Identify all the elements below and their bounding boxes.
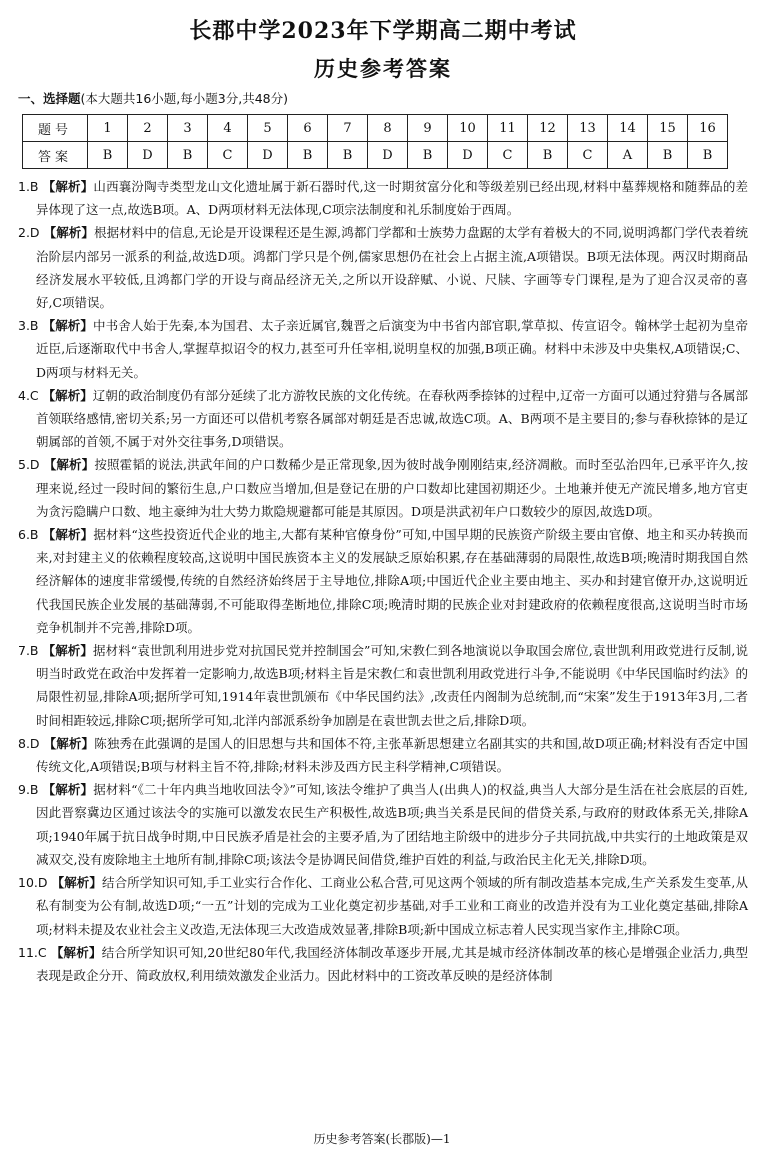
answer-table-row-answers bbox=[23, 142, 728, 169]
answer-cell: D bbox=[368, 142, 408, 169]
item-explanation-text: 据材料“《二十年内典当地收回法令》”可知,该法令维护了典当人(出典人)的权益,典当人大部分是生活在社会底层的百姓,因此晋察冀边区通过该法令的实施可以激发农民生产积极性,故选B项;典当关系是民间的借贷关系,与政府的财政体系无关,排除A项;1940年属于抗日战争时期,中日民族矛盾是社会的主要矛盾,为了团结地主阶级中的进步分子共同抗战,中共实行的土地政策是双减双交,没有废除地主土地所有制,排除C项;该法令是协调民间借贷,维护百姓的利益,与政治民主化无关,排除D项。 bbox=[36, 782, 748, 867]
question-number-cell: 7 bbox=[328, 115, 368, 142]
item-explanation-text: 据材料“袁世凯利用进步党对抗国民党并控制国会”可知,宋教仁到各地演说以争取国会席位,袁世凯利用政党进行反制,说明当时政党在政治中发挥着一定影响力,故选B项;材料主旨是宋教仁和袁世凯利用政党进行斗争,不能说明《中华民国临时约法》的局限性初显,排除A项;据所学可知,1914年袁世凯颁布《中华民国约法》,改责任内阁制为总统制,而“宋案”发生于1913年3月,二者时间相距较远,排除C项;据所学可知,北洋内部派系纷争加剧是在袁世凯去世之后,排除D项。 bbox=[36, 643, 748, 728]
item-explanation-text: 据材料“这些投资近代企业的地主,大都有某种官僚身份”可知,中国早期的民族资产阶级主要由官僚、地主和买办转换而来,对封建主义的依赖程度较高,这说明中国民族资本主义的发展缺乏原始积累,存在基础薄弱的局限性,故选B项;晚清时期我国自然经济解体的速度非常缓慢,传统的自然经济始终居于主导地位,排除A项;中国近代企业主要由地主、买办和封建官僚开办,这说明近代我国民族企业发展的基础薄弱,不可能取得垄断地位,排除C项;晚清时期的民族企业对封建政府的依赖程度很高,这说明当时市场竞争机制并不完善,排除D项。 bbox=[36, 527, 748, 635]
question-number-cell: 3 bbox=[168, 115, 208, 142]
answer-cell: C bbox=[568, 142, 608, 169]
answer-cell: D bbox=[248, 142, 288, 169]
item-explanation-text: 辽朝的政治制度仍有部分延续了北方游牧民族的文化传统。在春秋两季捺钵的过程中,辽帝一方面可以通过狩猎与各属部首领联络感情,密切关系;另一方面还可以借机考察各属部对朝廷是否忠诚,故选C项。A、B两项不是主要目的;参与春秋捺钵的是辽朝属部的首领,不属于对外交往事务,D项错误。 bbox=[36, 387, 748, 450]
question-number-cell: 6 bbox=[288, 115, 328, 142]
explanation-item bbox=[18, 523, 748, 639]
item-number-answer: 11.C bbox=[18, 944, 47, 960]
explanation-item bbox=[18, 778, 748, 871]
item-explanation-text: 陈独秀在此强调的是国人的旧思想与共和国体不符,主张革新思想建立名副其实的共和国,故D项正确;材料没有否定中国传统文化,A项错误;B项与材料主旨不符,排除;材料未涉及西方民主科学精神,C项错误。 bbox=[36, 735, 748, 775]
explanation-item bbox=[18, 175, 748, 221]
answer-cell: B bbox=[688, 142, 728, 169]
analysis-tag: 【解析】 bbox=[42, 179, 94, 194]
answer-table-row-label: 题号 bbox=[23, 115, 88, 142]
item-explanation-text: 根据材料中的信息,无论是开设课程还是生源,鸿都门学都和士族势力盘踞的太学有着极大的不同,说明鸿都门学代表着统治阶层内部另一派系的利益,故选D项。鸿都门学只是个例,儒家思想仍在社会上占据主流,A项错误。B项无法体现。两汉时期商品经济发展水平较低,且鸿都门学的开设与商品经济无关,之所以开设辞赋、小说、尺牍、字画等专门课程,是为了迎合汉灵帝的喜好,C项错误。 bbox=[36, 225, 748, 311]
analysis-tag: 【解析】 bbox=[42, 527, 94, 543]
question-number-cell: 2 bbox=[128, 115, 168, 142]
answer-cell: B bbox=[648, 142, 688, 169]
item-explanation-text: 山西襄汾陶寺类型龙山文化遗址属于新石器时代,这一时期贫富分化和等级差别已经出现,材料中墓葬规格和随葬品的差异体现了这一点,故选B项。A、D两项材料无法体现,C项宗法制度和礼乐制度始于西周。 bbox=[36, 179, 748, 218]
analysis-tag: 【解析】 bbox=[42, 643, 93, 659]
question-number-cell: 4 bbox=[208, 115, 248, 142]
item-number-answer: 3.B bbox=[18, 318, 39, 334]
analysis-tag: 【解析】 bbox=[51, 875, 102, 891]
item-number-answer: 8.D bbox=[18, 735, 40, 751]
item-number-answer: 4.C bbox=[18, 387, 39, 403]
answer-cell: B bbox=[168, 142, 208, 169]
page-subtitle: 历史参考答案 bbox=[314, 56, 452, 81]
section-heading bbox=[18, 90, 748, 108]
question-number-cell: 11 bbox=[488, 115, 528, 142]
explanation-item bbox=[18, 384, 748, 454]
question-number-cell: 5 bbox=[248, 115, 288, 142]
explanation-item bbox=[18, 221, 748, 314]
explanation-list bbox=[18, 175, 748, 987]
item-explanation-text: 中书舍人始于先秦,本为国君、太子亲近属官,魏晋之后演变为中书省内部官职,掌草拟、传宣诏令。翰林学士起初为皇帝近臣,后逐渐取代中书舍人,掌握草拟诏令的权力,甚至可升任宰相,说明皇权的加强,B项正确。材料中未涉及中央集权,A项错误;C、D两项与材料无关。 bbox=[36, 318, 748, 380]
question-number-cell: 8 bbox=[368, 115, 408, 142]
analysis-tag: 【解析】 bbox=[42, 318, 94, 334]
item-number-answer: 2.D bbox=[18, 225, 40, 241]
item-explanation-text: 结合所学知识可知,20世纪80年代,我国经济体制改革逐步开展,尤其是城市经济体制改革的核心是增强企业活力,典型表现是政企分开、简政放权,利用绩效激发企业活力。因此材料中的工资改革反映的是经济体制 bbox=[36, 944, 748, 983]
answer-cell: B bbox=[528, 142, 568, 169]
item-number-answer: 9.B bbox=[18, 782, 39, 798]
explanation-item bbox=[18, 732, 748, 778]
section-note: (本大题共16小题,每小题3分,共48分) bbox=[80, 91, 288, 106]
explanation-item bbox=[18, 871, 748, 941]
answer-cell: C bbox=[208, 142, 248, 169]
page-title: 长郡中学2023年下学期高二期中考试 bbox=[189, 18, 577, 44]
answer-cell: D bbox=[448, 142, 488, 169]
answer-table-row-numbers bbox=[23, 115, 728, 142]
explanation-item bbox=[18, 314, 748, 384]
item-number-answer: 7.B bbox=[18, 643, 39, 659]
item-number-answer: 6.B bbox=[18, 527, 39, 543]
question-number-cell: 15 bbox=[648, 115, 688, 142]
item-explanation-text: 结合所学知识可知,手工业实行合作化、工商业公私合营,可见这两个领域的所有制改造基本完成,生产关系发生变革,从私有制变为公有制,故选D项;“一五”计划的完成为工业化奠定初步基础,对手工业和工商业的改造并没有为工业化奠定基础,排除A项;材料未提及农业社会主义改造,无法体现三大改造成效显著,排除B项;新中国成立标志着人民实现当家作主,排除C项。 bbox=[36, 875, 748, 937]
analysis-tag: 【解析】 bbox=[43, 735, 95, 751]
answer-cell: B bbox=[88, 142, 128, 169]
analysis-tag: 【解析】 bbox=[42, 782, 94, 798]
answer-cell: B bbox=[328, 142, 368, 169]
answer-cell: C bbox=[488, 142, 528, 169]
answer-table bbox=[22, 114, 728, 169]
question-number-cell: 14 bbox=[608, 115, 648, 142]
answer-cell: B bbox=[408, 142, 448, 169]
explanation-item bbox=[18, 639, 748, 732]
analysis-tag: 【解析】 bbox=[43, 225, 94, 241]
explanation-item bbox=[18, 941, 748, 987]
answer-table-row-label: 答案 bbox=[23, 142, 88, 169]
analysis-tag: 【解析】 bbox=[50, 944, 102, 960]
question-number-cell: 10 bbox=[448, 115, 488, 142]
page-footer: 历史参考答案(长郡版)—1 bbox=[313, 1132, 451, 1146]
question-number-cell: 12 bbox=[528, 115, 568, 142]
answer-cell: D bbox=[128, 142, 168, 169]
question-number-cell: 13 bbox=[568, 115, 608, 142]
answer-cell: A bbox=[608, 142, 648, 169]
question-number-cell: 16 bbox=[688, 115, 728, 142]
item-explanation-text: 按照霍韬的说法,洪武年间的户口数稀少是正常现象,因为彼时战争刚刚结束,经济凋敝。而时至弘治四年,已承平许久,按理来说,经过一段时间的繁衍生息,户口数应当增加,但是登记在册的户口数却比建国初期还少。土地兼并使无产流民增多,地方官吏为贪污隐瞒户口数、地主豪绅为壮大势力欺隐规避都可能是其原因。D项是洪武初年户口数较少的原因,故选D项。 bbox=[36, 457, 748, 519]
analysis-tag: 【解析】 bbox=[42, 387, 93, 403]
answer-cell: B bbox=[288, 142, 328, 169]
section-label: 一、选择题 bbox=[18, 91, 81, 106]
explanation-item bbox=[18, 453, 748, 523]
question-number-cell: 9 bbox=[408, 115, 448, 142]
item-number-answer: 1.B bbox=[18, 179, 39, 194]
question-number-cell: 1 bbox=[88, 115, 128, 142]
item-number-answer: 5.D bbox=[18, 457, 40, 473]
item-number-answer: 10.D bbox=[18, 875, 48, 891]
analysis-tag: 【解析】 bbox=[43, 457, 95, 473]
